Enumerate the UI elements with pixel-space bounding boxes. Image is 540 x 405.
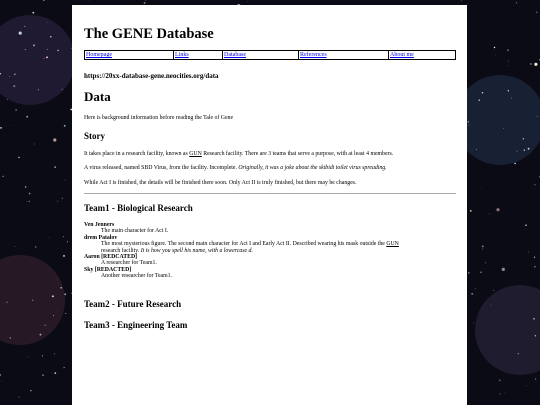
member-name: Ven Jenners (84, 222, 115, 228)
member-desc-text: The most mysterious figure. The second main character for Act I and Early Act II. Described wearing his mask outside the (101, 241, 387, 248)
member-name: Aaron [REDCATED] (84, 254, 138, 261)
story-p2-italic: Originally, it was a joke about the skibidi toilet virus spreading. (238, 165, 387, 171)
member-description: A researcher for Team1. (101, 260, 157, 267)
member-desc-italic: It is how you spell his name, with a lowercase d. (140, 247, 253, 254)
nav-link-links[interactable]: Links (175, 52, 189, 58)
gun-link[interactable]: GUN (189, 151, 202, 157)
content-page (72, 5, 467, 405)
story-p1-text-a: It takes place in a research facility, known as (84, 151, 190, 157)
page-heading: Data (84, 89, 111, 104)
nav-link-database[interactable]: Database (224, 52, 246, 58)
gun-link[interactable]: GUN (386, 241, 399, 248)
team1-member-list (84, 222, 456, 280)
intro-text: Here is background information before reading the Tale of Gene (84, 115, 234, 121)
story-p2-text: A virus released, named SBD Virus, from the facility. Incomplete. (84, 165, 239, 171)
nav-bar (84, 50, 456, 60)
team3-heading: Team3 - Engineering Team (84, 320, 188, 330)
member-description (101, 241, 456, 254)
member-description: Another researcher for Team1. (101, 273, 172, 280)
story-paragraph-2 (84, 165, 456, 172)
story-paragraph-1 (84, 151, 456, 158)
team2-heading: Team2 - Future Research (84, 299, 182, 309)
member-name: drem Patalov (84, 234, 118, 241)
member-desc-text-b: research facility. (101, 247, 141, 254)
section-divider (84, 193, 456, 194)
nav-link-homepage[interactable]: Homepage (86, 52, 112, 58)
nav-link-about-me[interactable]: About me (390, 52, 414, 58)
story-p1-text-b: Research facility. There are 3 teams that serve a purpose, with at least 4 members. (201, 151, 394, 157)
nav-link-references[interactable]: References (300, 52, 327, 58)
team1-heading: Team1 - Biological Research (84, 203, 193, 213)
member-description: The main character for Act I. (101, 228, 169, 235)
member-name: Sky [REDACTED] (84, 266, 132, 273)
story-heading: Story (84, 131, 105, 141)
site-title: The GENE Database (84, 26, 214, 42)
story-paragraph-3: While Act I is finished, the details will be finished there soon. Only Act II is truly finished, but there may be changes. (84, 180, 357, 186)
page-url: https://20xx-database-gene.neocities.org/data (84, 72, 219, 80)
